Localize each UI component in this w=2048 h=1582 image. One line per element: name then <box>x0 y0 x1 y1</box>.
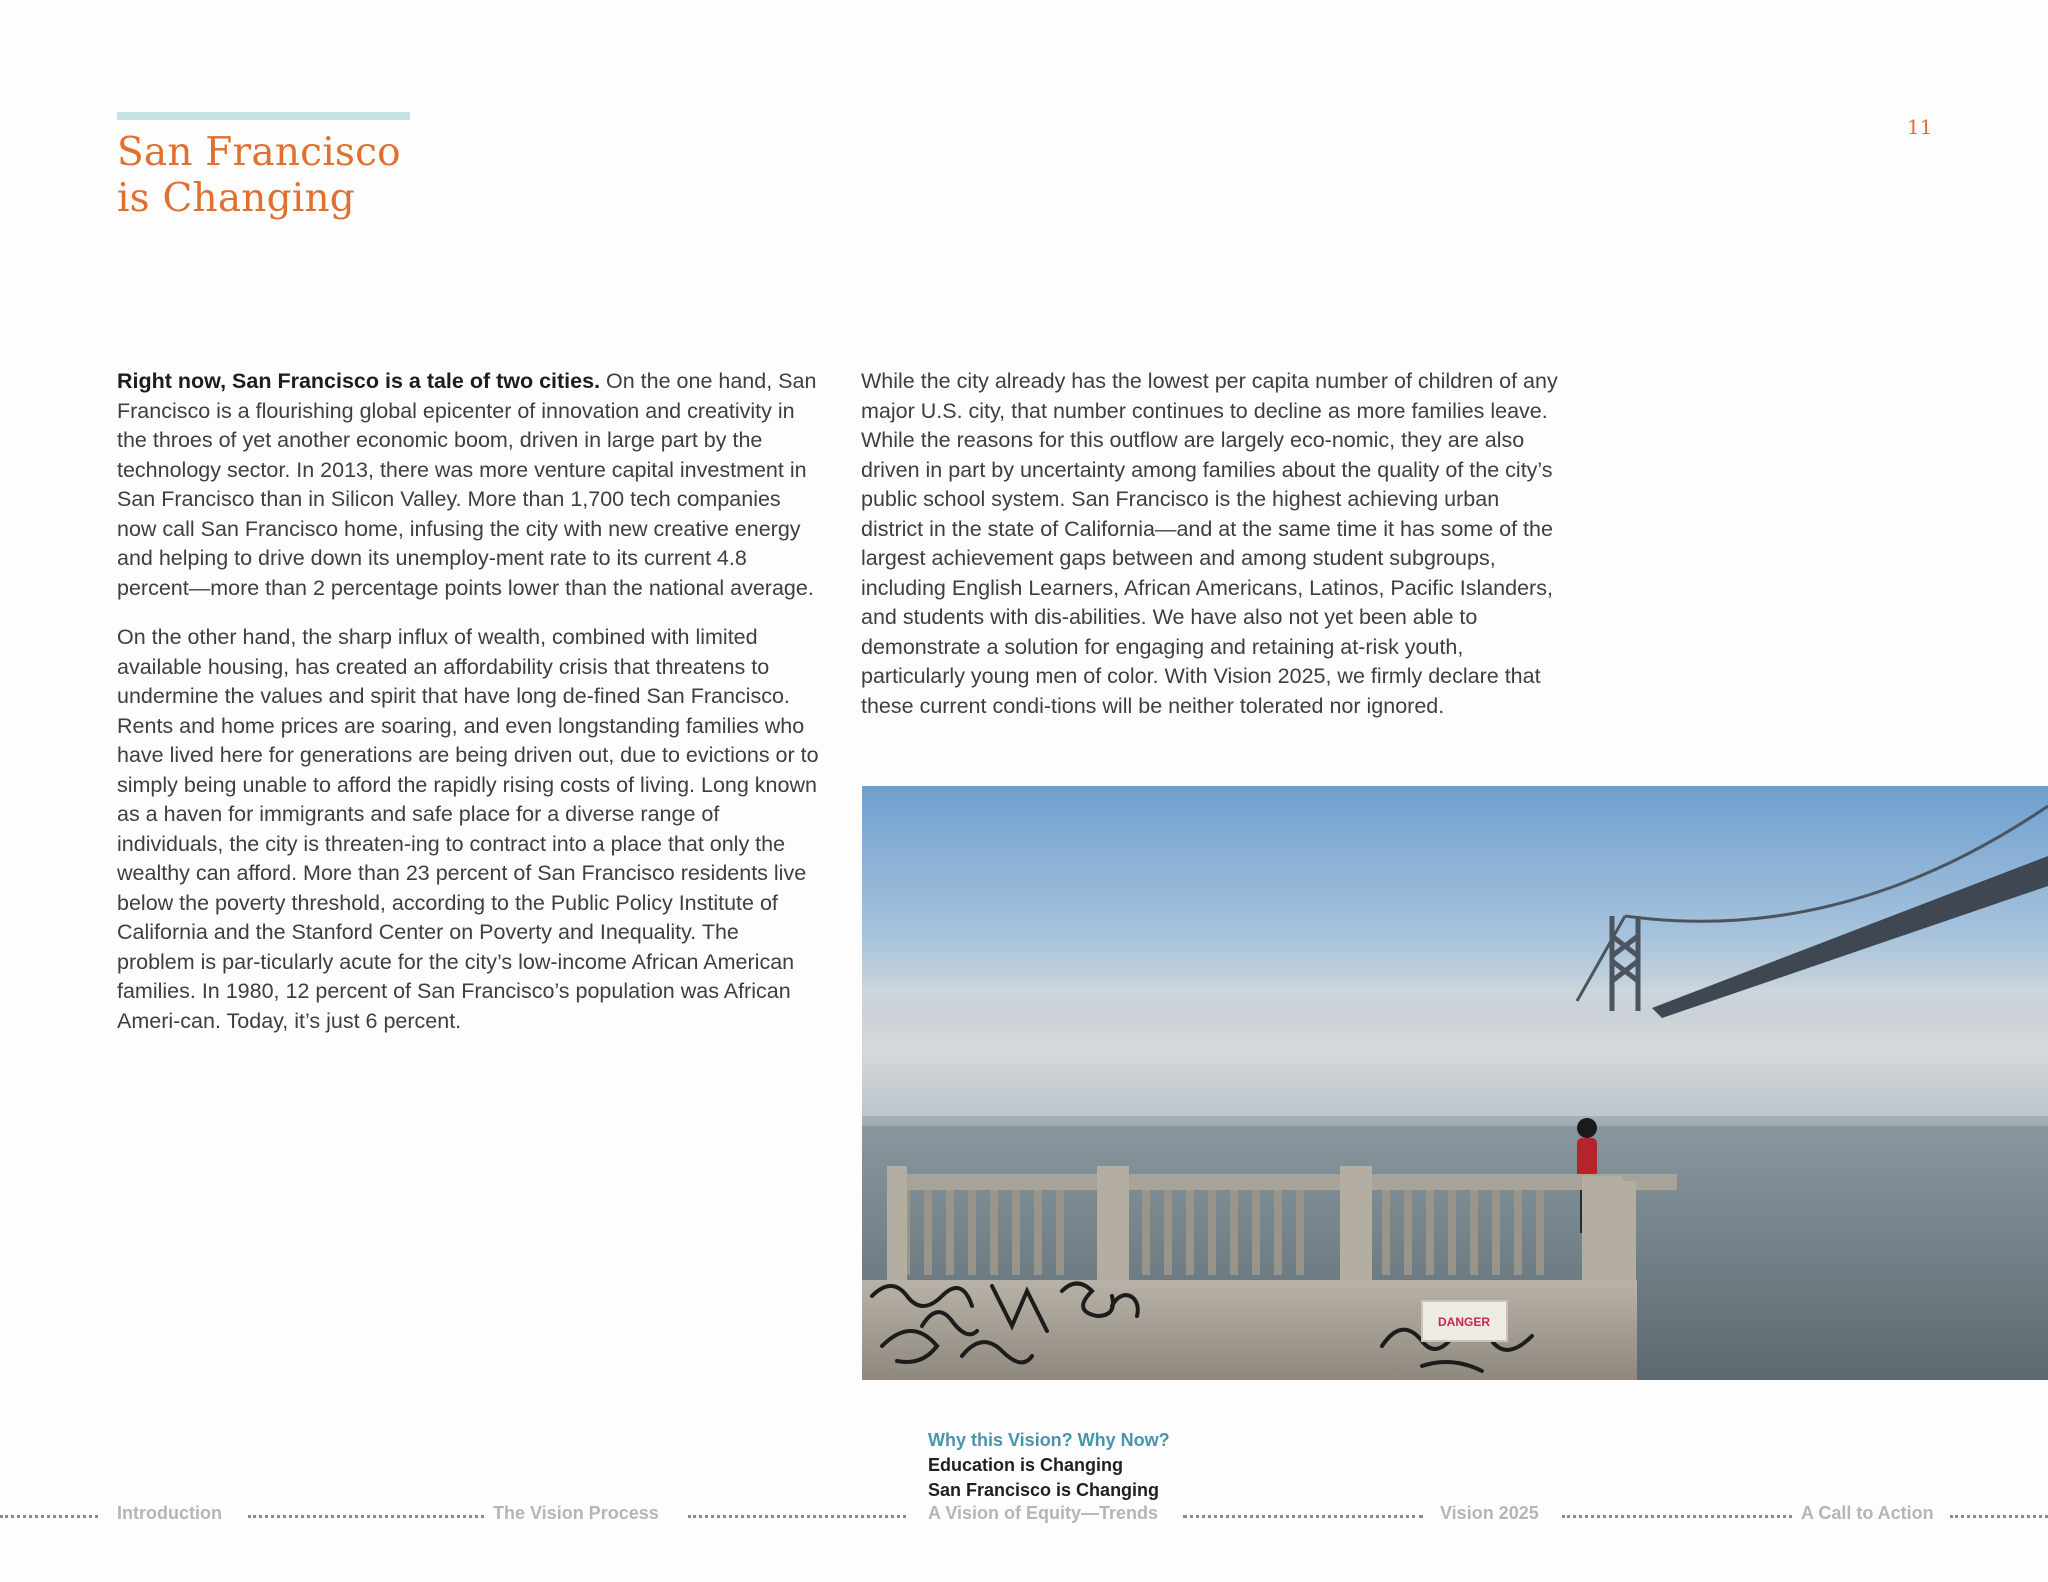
title-accent-bar <box>117 112 410 120</box>
footer-dots <box>1950 1515 2048 1518</box>
footer-dots <box>1562 1515 1792 1518</box>
footer-link-introduction[interactable]: Introduction <box>117 1503 222 1523</box>
footer-dots <box>0 1515 98 1518</box>
bay-bridge-photo <box>862 786 2048 1380</box>
paragraph-1-text: On the one hand, San Francisco is a flourishing global epicenter of innovation and creativity in the throes of yet another economic boom, driven in large part by the technology sector. In 2013, there was more venture capital investment in San Francisco than in Silicon Valley. More than 1,700 tech companies now call San Francisco home, infusing the city with new creative energy and helping to drive down its unemploy-ment rate to its current 4.8 percent—more than 2 percentage points lower than the national average. <box>117 369 817 600</box>
railing-top <box>887 1174 1677 1190</box>
page-title-line-2: is Changing <box>117 176 355 221</box>
paragraph-2: On the other hand, the sharp influx of wealth, combined with limited available housing, has created an affordability crisis that threatens to undermine the values and spirit that have long de-fined San Francisco. Rents and home prices are soaring, and even longstanding families who have lived here for generations are being driven out, due to evictions or to simply being unable to afford the rapidly rising costs of living. Long known as a haven for immigrants and safe place for a diverse range of individuals, the city is threaten-ing to contract into a place that only the wealthy can afford. More than 23 percent of San Francisco residents live below the poverty threshold, according to the Public Policy Institute of California and the Stanford Center on Poverty and Inequality. The problem is par-ticularly acute for the city’s low-income African American families. In 1980, 12 percent of San Francisco’s population was African Ameri-can. Today, it’s just 6 percent. <box>117 625 819 1033</box>
paragraph-3: While the city already has the lowest per capita number of children of any major U.S. city, that number continues to decline as more families leave. While the reasons for this outflow are largely eco-nomic, they are also driven in part by uncertainty among families about the quality of the city’s public school system. San Francisco is the highest achieving urban district in the state of California—and at the same time it has some of the largest achievement gaps between and among student subgroups, including English Learners, African Americans, Latinos, Pacific Islanders, and students with dis-abilities. We have also not yet been able to demonstrate a solution for engaging and retaining at-risk youth, particularly young men of color. With Vision 2025, we firmly declare that these current condi-tions will be neither tolerated nor ignored. <box>861 369 1558 718</box>
footer-dots <box>1183 1515 1423 1518</box>
section-navigation <box>928 1428 1170 1503</box>
body-column-left <box>117 367 822 1056</box>
lead-sentence: Right now, San Francisco is a tale of two cities. <box>117 369 601 393</box>
footer-dots <box>688 1515 906 1518</box>
footer-link-vision-of-equity[interactable]: A Vision of Equity—Trends <box>928 1503 1159 1523</box>
footer-link-call-to-action[interactable]: A Call to Action <box>1801 1503 1934 1523</box>
fog-bank <box>862 976 2048 1126</box>
page-number: 11 <box>1907 115 1933 139</box>
body-column-right <box>861 367 1561 741</box>
footer-dots <box>248 1515 484 1518</box>
section-nav-item-san-francisco[interactable]: San Francisco is Changing <box>928 1480 1160 1500</box>
page-title <box>117 130 401 222</box>
danger-sign-text: DANGER <box>1437 1315 1491 1329</box>
paragraph-1 <box>117 367 822 603</box>
footer-navigation <box>0 1500 2048 1530</box>
section-nav-heading[interactable]: Why this Vision? Why Now? <box>928 1430 1170 1450</box>
footer-link-vision-2025[interactable]: Vision 2025 <box>1440 1503 1539 1523</box>
footer-link-vision-process[interactable]: The Vision Process <box>493 1503 659 1523</box>
section-nav-item-education[interactable]: Education is Changing <box>928 1455 1124 1475</box>
page-title-line-1: San Francisco <box>117 130 401 175</box>
